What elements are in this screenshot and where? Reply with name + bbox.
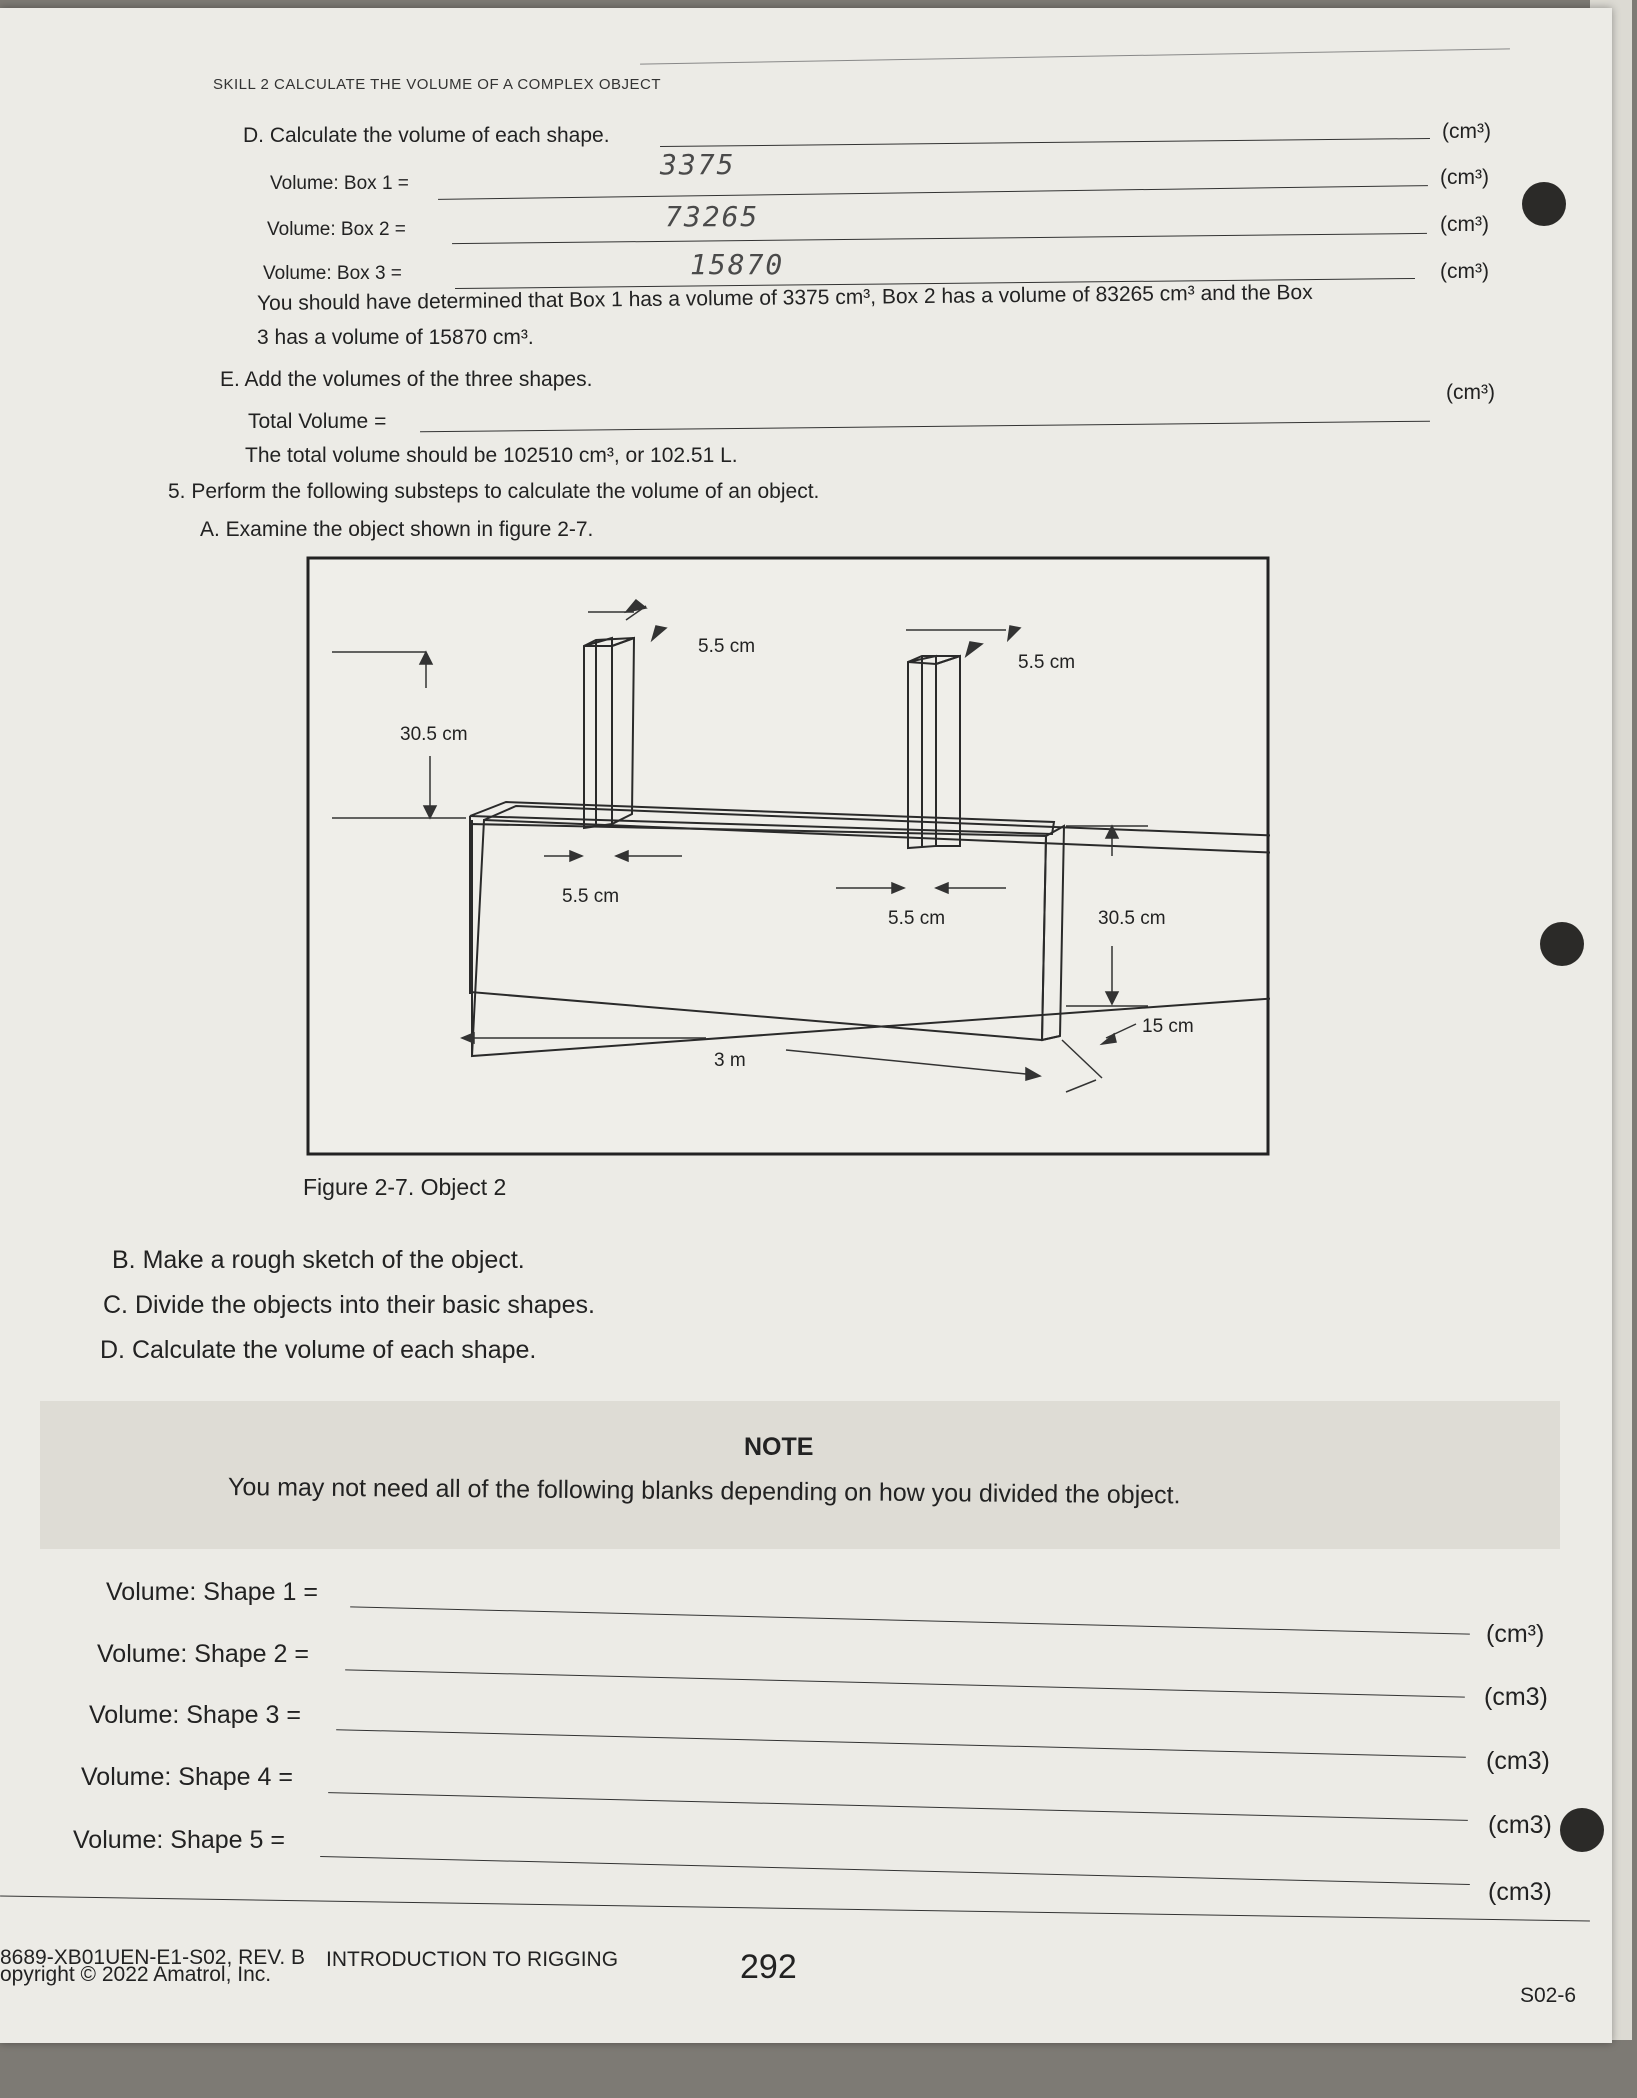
dim-post-height: 30.5 cm — [400, 724, 468, 745]
check-text-2: 3 has a volume of 15870 cm³. — [257, 326, 534, 349]
box3-unit: (cm³) — [1440, 260, 1489, 283]
substep-c: C. Divide the objects into their basic shapes. — [103, 1291, 595, 1319]
step5-label: 5. Perform the following substeps to calculate the volume of an object. — [168, 480, 820, 503]
box2-answer: 73265 — [665, 200, 760, 233]
shape4-label: Volume: Shape 4 = — [81, 1763, 293, 1791]
shape3-unit: (cm3) — [1486, 1747, 1550, 1775]
total-line — [420, 421, 1430, 433]
footer-copyright: opyright © 2022 Amatrol, Inc. — [0, 1963, 272, 1986]
step5-a: A. Examine the object shown in figure 2-7. — [200, 518, 594, 541]
substep-b: B. Make a rough sketch of the object. — [112, 1246, 525, 1274]
total-check: The total volume should be 102510 cm³, or 102.51 L. — [245, 444, 738, 467]
note-title: NOTE — [744, 1433, 814, 1461]
substep-d: D. Calculate the volume of each shape. — [100, 1336, 537, 1364]
shape2-line[interactable] — [345, 1669, 1465, 1697]
dim-base-height: 30.5 cm — [1098, 908, 1166, 929]
punch-hole — [1540, 922, 1584, 966]
box3-answer: 15870 — [690, 248, 785, 281]
header-rule — [640, 48, 1510, 64]
box1-unit: (cm³) — [1440, 166, 1489, 189]
figure-drawing — [306, 556, 1270, 1156]
answer-line — [660, 138, 1430, 147]
shape4-line[interactable] — [328, 1792, 1468, 1821]
shape3-line[interactable] — [336, 1729, 1466, 1758]
unit-label: (cm³) — [1442, 120, 1491, 143]
shape1-label: Volume: Shape 1 = — [106, 1578, 318, 1606]
shape1-unit: (cm³) — [1486, 1620, 1545, 1648]
shape5-unit: (cm3) — [1488, 1878, 1552, 1906]
note-box — [40, 1401, 1560, 1549]
box1-line — [438, 185, 1428, 200]
shape3-label: Volume: Shape 3 = — [89, 1701, 301, 1729]
punch-hole — [1560, 1808, 1604, 1852]
dim-post-right-depth: 5.5 cm — [888, 908, 946, 929]
note-text: You may not need all of the following blanks depending on how you divided the object. — [227, 1473, 1181, 1510]
dim-base-length: 3 m — [714, 1050, 746, 1071]
shape2-unit: (cm3) — [1484, 1683, 1548, 1711]
figure-caption: Figure 2-7. Object 2 — [303, 1174, 507, 1200]
skill-header: SKILL 2 CALCULATE THE VOLUME OF A COMPLEX OBJECT — [213, 76, 662, 93]
shape1-line[interactable] — [350, 1606, 1470, 1634]
footer-course: INTRODUCTION TO RIGGING — [326, 1948, 619, 1971]
box1-label: Volume: Box 1 = — [270, 173, 409, 194]
part-d-label: D. Calculate the volume of each shape. — [243, 124, 610, 147]
total-unit: (cm³) — [1446, 381, 1495, 404]
figure-2-7 — [306, 556, 1270, 1156]
shape5-label: Volume: Shape 5 = — [73, 1826, 285, 1854]
shape4-unit: (cm3) — [1488, 1811, 1552, 1839]
dim-post-right-width: 5.5 cm — [1018, 652, 1076, 673]
part-e-label: E. Add the volumes of the three shapes. — [220, 368, 593, 391]
box2-line — [452, 233, 1427, 244]
dim-base-depth: 15 cm — [1142, 1016, 1194, 1037]
dim-post-left-depth: 5.5 cm — [562, 886, 620, 907]
page-number: 292 — [740, 1948, 797, 1986]
footer-section: S02-6 — [1520, 1984, 1577, 2007]
box3-label: Volume: Box 3 = — [263, 263, 402, 284]
punch-hole — [1522, 182, 1566, 226]
box1-answer: 3375 — [660, 148, 736, 181]
box2-unit: (cm³) — [1440, 213, 1489, 236]
check-text-1: You should have determined that Box 1 has a volume of 3375 cm³, Box 2 has a volume of 83265 cm³ and the Box — [256, 280, 1313, 315]
shape2-label: Volume: Shape 2 = — [97, 1640, 309, 1668]
dim-post-left-width: 5.5 cm — [698, 636, 756, 657]
worksheet-page — [0, 8, 1612, 2043]
shape5-line[interactable] — [320, 1856, 1470, 1885]
total-label: Total Volume = — [248, 410, 387, 433]
footer-rule — [0, 1896, 1590, 1922]
box2-label: Volume: Box 2 = — [267, 219, 406, 240]
footer-doc-code: 8689-XB01UEN-E1-S02, REV. B — [0, 1946, 306, 1969]
figure-frame — [308, 558, 1268, 1154]
